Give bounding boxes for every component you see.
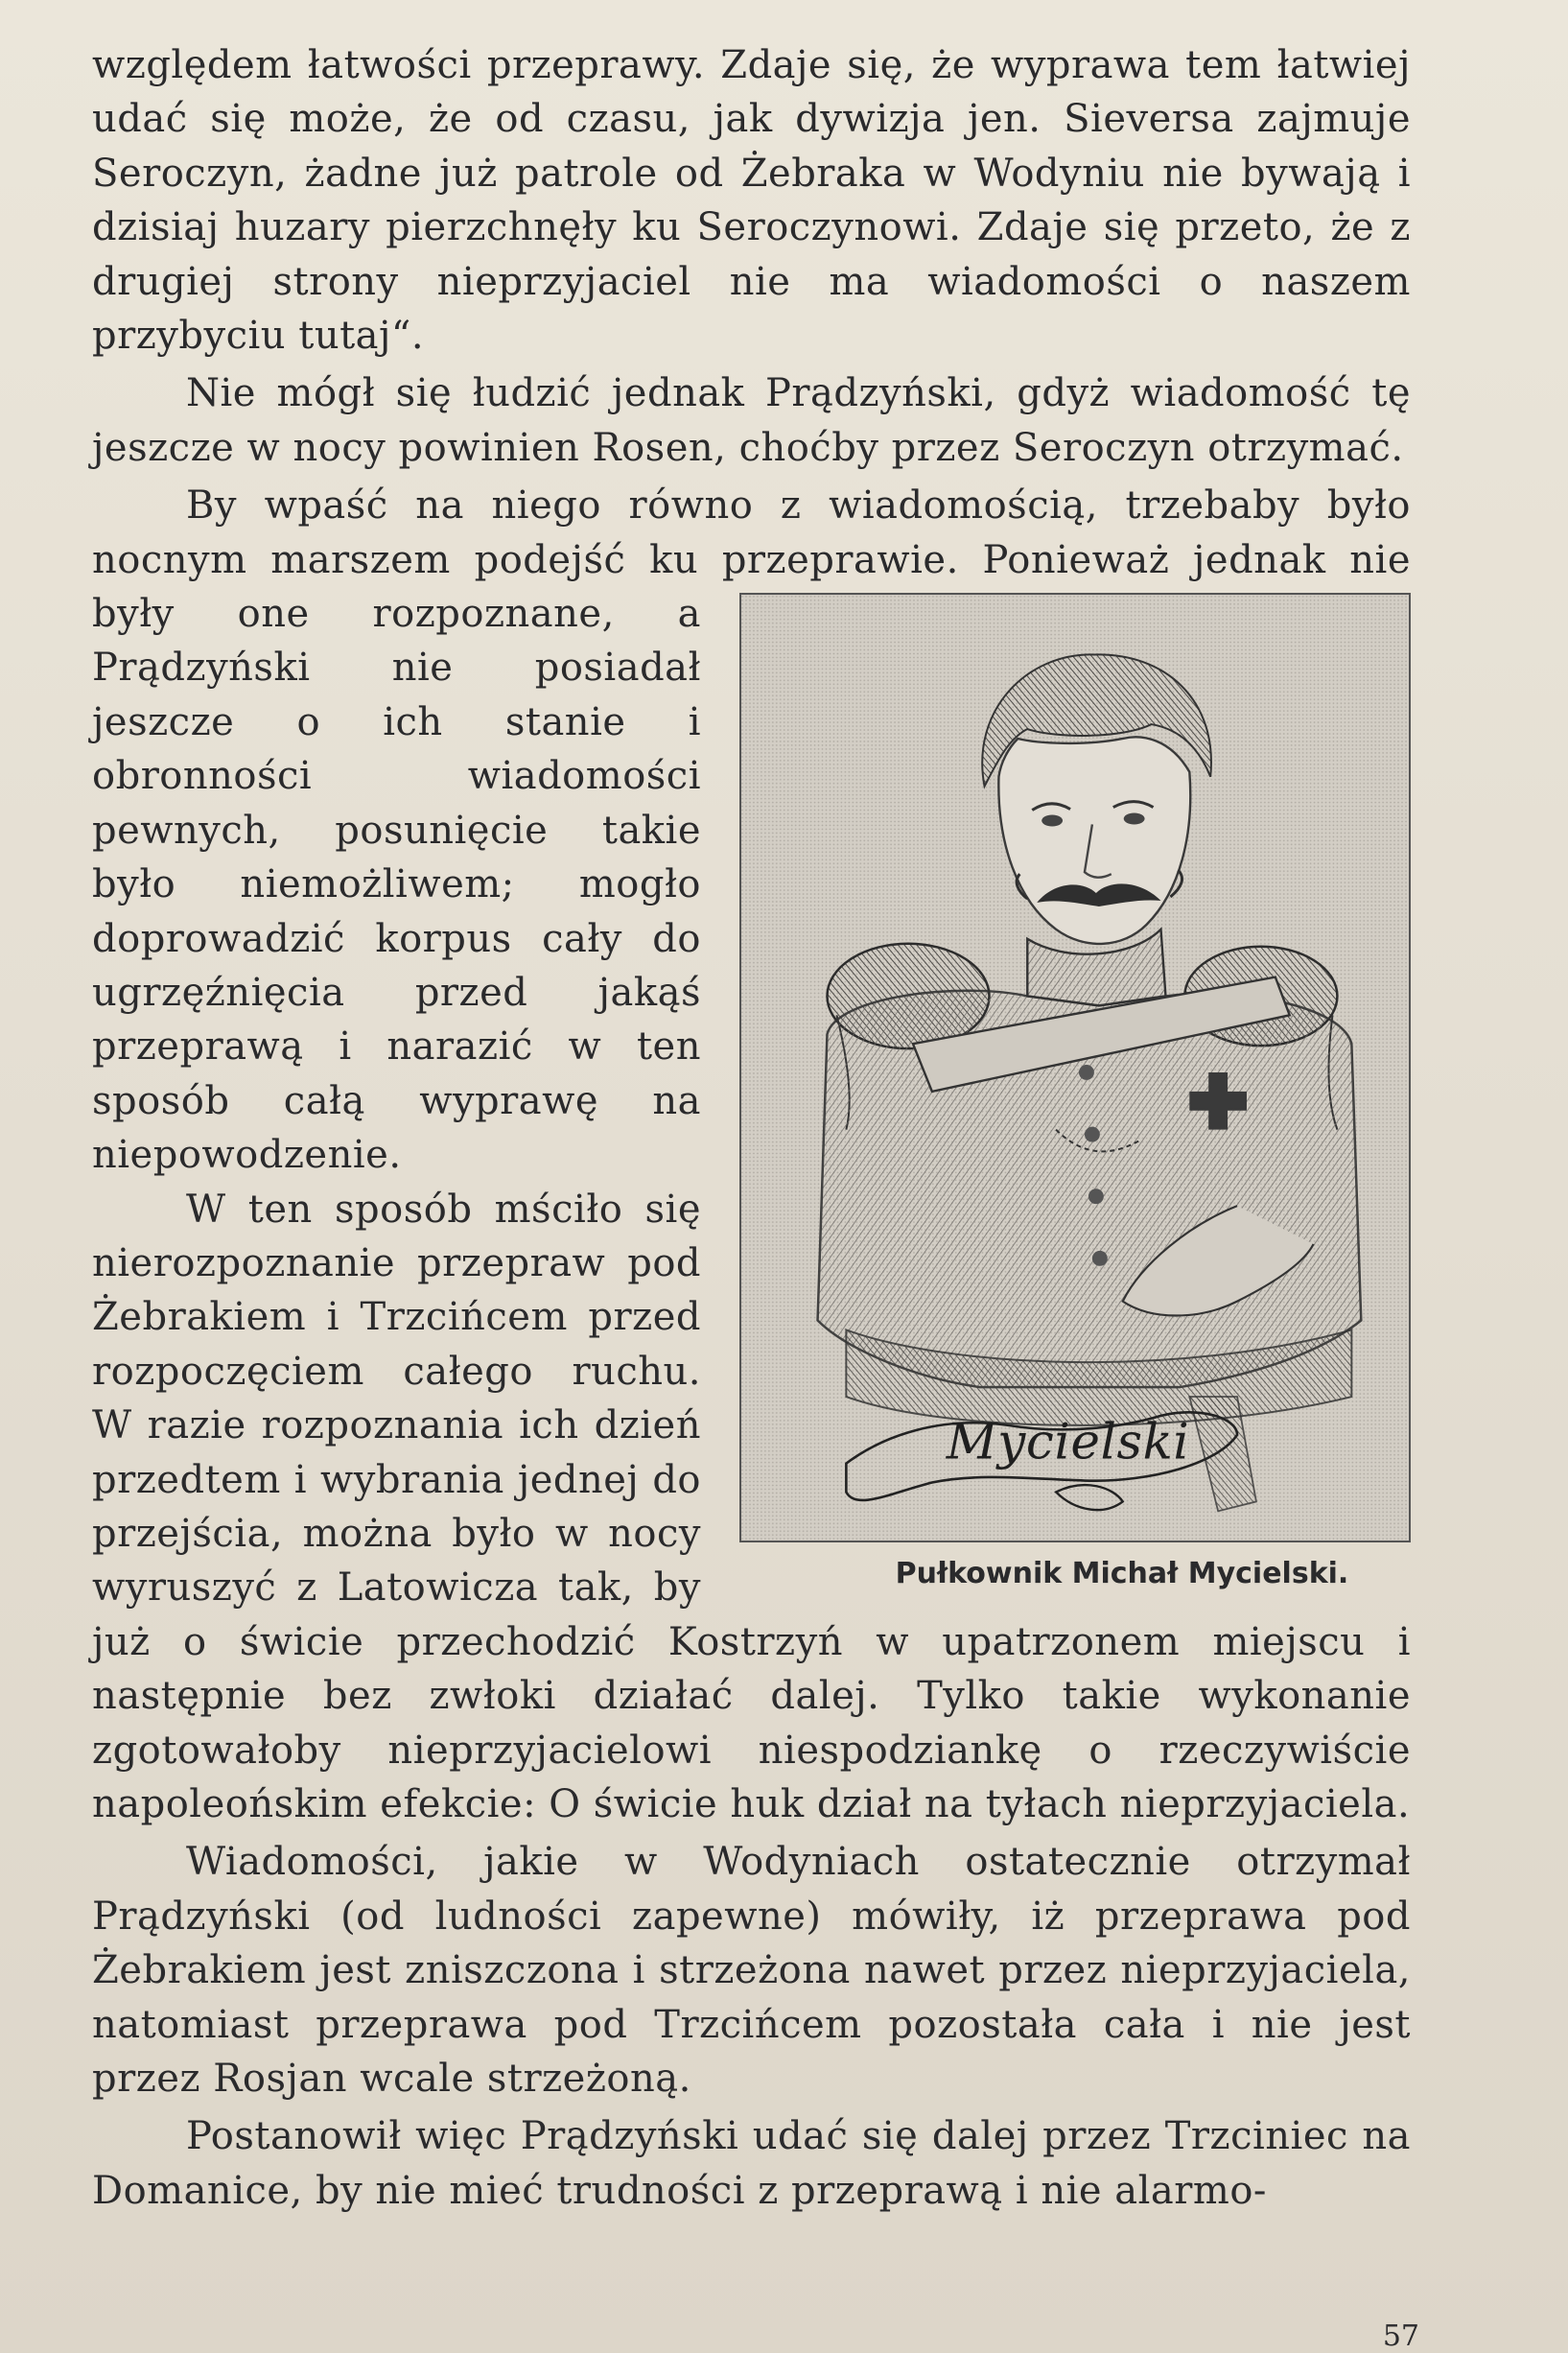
paragraph-5: Wiadomości, jakie w Wodyniach ostatecznie otrzymał Prądzyński (od ludności zapewne) mówiły, iż przeprawa pod Żebrakiem jest zniszczona i strzeżona nawet przez nieprzyjaciela, natomiast przeprawa pod Trzcińcem pozostała cała i nie jest przez Rosjan wcale strzeżoną. xyxy=(92,1840,1411,2102)
portrait-figure xyxy=(739,593,1411,1596)
signature-text: Mycielski xyxy=(946,1413,1190,1471)
figure-caption: Pułkownik Michał Mycielski. xyxy=(895,1557,1349,1591)
paragraph-2: Nie mógł się łudzić jednak Prądzyński, gdyż wiadomość tę jeszcze w nocy powinien Rosen, choćby przez Seroczyn otrzymać. xyxy=(92,371,1411,470)
paragraph-4: W ten sposób mściło się nierozpoznanie przepraw pod Żebrakiem i Trzcińcem przed rozpoczęciem całego ruchu. W razie rozpoznania ich dzień przedtem i wybrania jednej do przejścia, można było w nocy wyruszyć z Latowicza tak, by już o świcie przechodzić Kostrzyń w upatrzonem miejscu i następnie bez zwłoki działać dalej. Tylko takie wykonanie zgotowałoby nieprzyjacielowi niespodziankę o rzeczywiście napoleońskim efekcie: O świcie huk dział na tyłach nieprzyjaciela. xyxy=(92,1187,1411,1826)
body-text xyxy=(92,38,1411,2218)
page-number: 57 xyxy=(1382,2319,1419,2353)
paragraph-3-text-continued: nie były one rozpoznane, a Prądzyński nie posiadał jeszcze o ich stanie i obronności wiadomości pewnych, posunięcie takie było niemożliwem; mogło doprowadzić korpus cały do ugrzęźnięcia przed jakąś przeprawą i narazić w ten sposób całą wyprawę na niepowodzenie. xyxy=(92,537,1411,1178)
paragraph-6: Postanowił więc Prądzyński udać się dalej przez Trzciniec na Domanice, by nie mieć trudności z przeprawą i nie alarmo- xyxy=(92,2114,1411,2213)
portrait-engraving xyxy=(739,593,1411,1542)
paragraph-3-text: By wpaść na niego równo z wiadomością, trzebaby było nocnym marszem podejść ku przeprawie. Ponieważ jednak xyxy=(92,483,1411,582)
paragraph-1: względem łatwości przeprawy. Zdaje się, że wyprawa tem łatwiej udać się może, że od czasu, jak dywizja jen. Sieversa zajmuje Seroczyn, żadne już patrole od Żebraka w Wodyniu nie bywają i dzisiaj huzary pierzchnęły ku Seroczynowi. Zdaje się przeto, że z drugiej strony nieprzyjaciel nie ma wiadomości o naszem przybyciu tutaj“. xyxy=(92,43,1411,359)
